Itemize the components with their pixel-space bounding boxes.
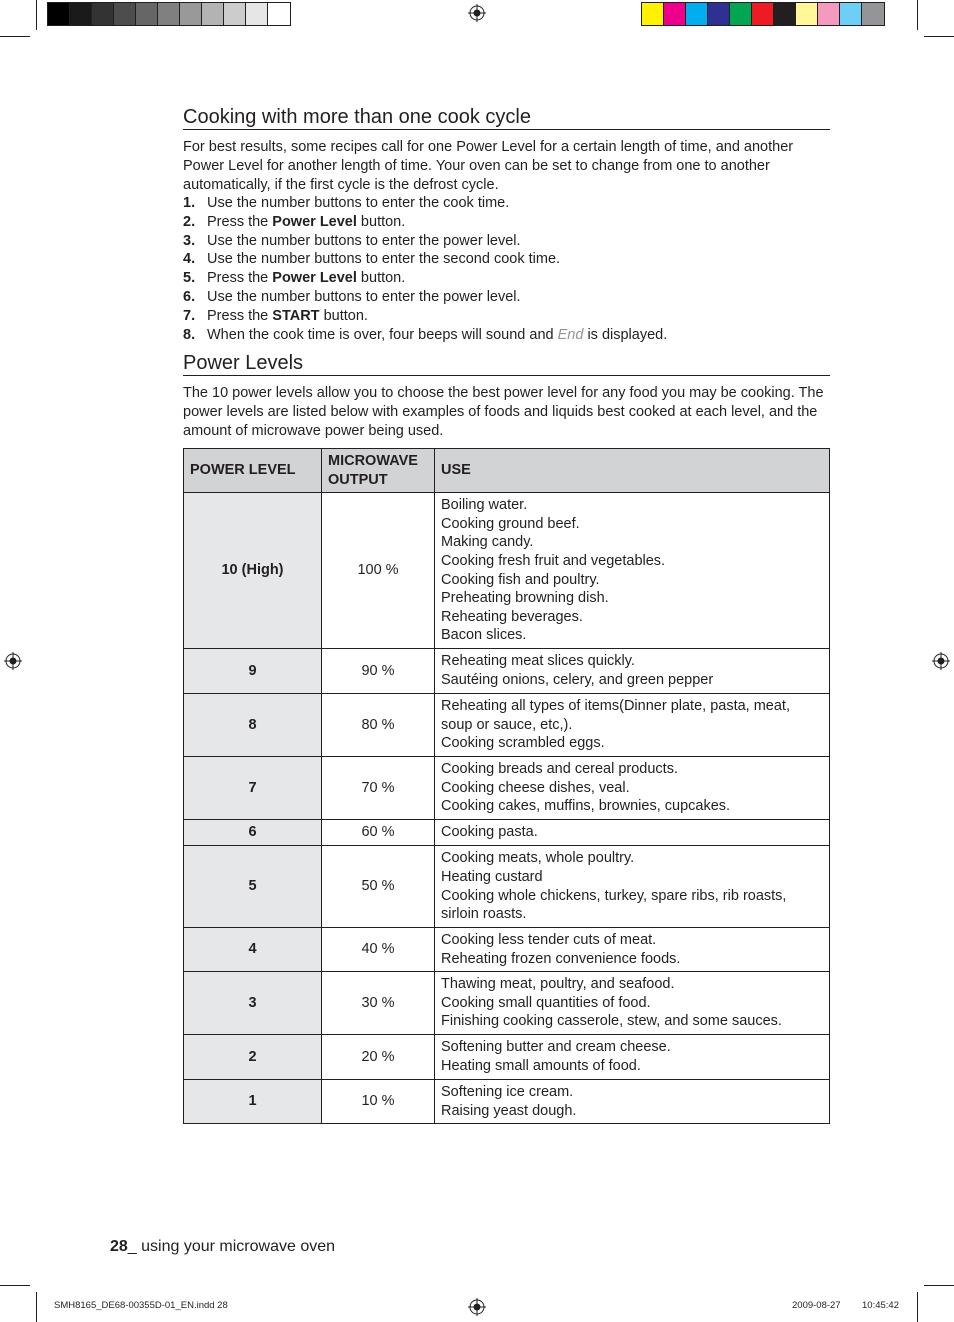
table-header-row xyxy=(184,449,830,493)
table-row xyxy=(184,757,830,820)
cell-microwave-output: 50 % xyxy=(322,846,435,928)
use-line: Heating small amounts of food. xyxy=(441,1058,641,1074)
header-microwave-output: MICROWAVE OUTPUT xyxy=(322,449,435,493)
use-line: Cooking less tender cuts of meat. xyxy=(441,931,657,948)
gray-swatch xyxy=(48,3,70,25)
color-swatch xyxy=(664,3,686,25)
step-item xyxy=(183,288,833,307)
table-row xyxy=(184,846,830,928)
use-line: Cooking pasta. xyxy=(441,824,538,841)
cook-cycle-steps xyxy=(183,194,833,344)
crop-mark xyxy=(917,1292,918,1322)
use-line: Thawing meat, poultry, and seafood. xyxy=(441,976,675,993)
step-text-part: Use the number buttons to enter the power level. xyxy=(207,288,521,305)
gray-swatch xyxy=(202,3,224,25)
use-line: Softening butter and cream cheese. xyxy=(441,1039,671,1056)
crop-mark xyxy=(36,0,37,30)
gray-swatch xyxy=(136,3,158,25)
registration-mark-icon xyxy=(468,1298,486,1316)
step-number: 8. xyxy=(183,326,196,343)
crop-mark xyxy=(917,0,918,30)
step-text-part: button. xyxy=(319,307,368,324)
cell-power-level: 1 xyxy=(184,1080,322,1124)
cell-microwave-output: 40 % xyxy=(322,928,435,972)
cell-microwave-output: 90 % xyxy=(322,649,435,694)
registration-mark-icon xyxy=(468,4,486,22)
section-title-cook-cycle: Cooking with more than one cook cycle xyxy=(183,106,830,130)
color-swatch xyxy=(730,3,752,25)
step-text-part: Press the xyxy=(207,307,273,324)
table-row xyxy=(184,1035,830,1080)
slug-time: 10:45:42 xyxy=(862,1300,899,1311)
step-number: 4. xyxy=(183,251,196,268)
cell-use xyxy=(435,1080,830,1124)
step-item xyxy=(183,194,833,213)
use-line: Boiling water. xyxy=(441,497,528,514)
gray-swatch xyxy=(70,3,92,25)
cell-use xyxy=(435,493,830,649)
step-text-part: When the cook time is over, four beeps will sound and xyxy=(207,326,558,343)
footer-section-label: _ using your microwave oven xyxy=(127,1238,336,1255)
use-line: Heating custard xyxy=(441,868,543,885)
registration-mark-icon xyxy=(932,652,950,670)
color-swatch xyxy=(708,3,730,25)
color-swatch xyxy=(642,3,664,25)
step-text-part: Press the xyxy=(207,213,273,230)
step-button-name: Power Level xyxy=(272,213,357,230)
process-color-bar xyxy=(641,2,885,26)
cell-power-level: 3 xyxy=(184,972,322,1035)
step-number: 3. xyxy=(183,232,196,249)
step-text xyxy=(207,250,560,269)
gray-swatch xyxy=(246,3,268,25)
use-line: Cooking fish and poultry. xyxy=(441,571,600,588)
step-item xyxy=(183,213,833,232)
step-number: 1. xyxy=(183,195,196,211)
crop-mark xyxy=(0,36,30,37)
use-line: Bacon slices. xyxy=(441,627,527,644)
table-row xyxy=(184,694,830,757)
cell-use xyxy=(435,846,830,928)
cell-microwave-output: 80 % xyxy=(322,694,435,757)
registration-mark-icon xyxy=(4,652,22,670)
crop-mark xyxy=(36,1292,37,1322)
step-item xyxy=(183,269,833,288)
use-line: Cooking small quantities of food. xyxy=(441,994,651,1011)
use-line: Reheating all types of items(Dinner plate, pasta, meat, soup or sauce, etc,). xyxy=(441,698,790,733)
color-swatch xyxy=(818,3,840,25)
cell-power-level: 9 xyxy=(184,649,322,694)
step-button-name: Power Level xyxy=(272,270,357,287)
step-text xyxy=(207,213,405,232)
cell-use xyxy=(435,757,830,820)
color-swatch xyxy=(840,3,862,25)
step-number: 2. xyxy=(183,213,196,230)
step-text-part: Use the number buttons to enter the second cook time. xyxy=(207,251,561,268)
cell-use xyxy=(435,820,830,846)
step-number: 6. xyxy=(183,288,196,305)
crop-mark xyxy=(924,1285,954,1286)
gray-swatch xyxy=(158,3,180,25)
use-line: Cooking meats, whole poultry. xyxy=(441,850,635,867)
color-swatch xyxy=(862,3,884,25)
gray-swatch xyxy=(268,3,290,25)
slug-date: 2009-08-27 xyxy=(792,1300,841,1311)
page-footer xyxy=(110,1238,335,1256)
cell-use xyxy=(435,694,830,757)
cell-microwave-output: 10 % xyxy=(322,1080,435,1124)
step-text-part: button. xyxy=(356,213,406,230)
step-item xyxy=(183,326,833,345)
gray-swatch xyxy=(114,3,136,25)
power-levels-table xyxy=(183,448,830,1124)
table-row xyxy=(184,493,830,649)
step-item xyxy=(183,250,833,269)
table-row xyxy=(184,820,830,846)
step-text xyxy=(207,307,368,326)
crop-mark xyxy=(0,1285,30,1286)
step-text-part: button. xyxy=(356,270,406,287)
step-text xyxy=(207,288,521,307)
step-item xyxy=(183,307,833,326)
step-text xyxy=(207,194,509,213)
use-line: Finishing cooking casserole, stew, and some sauces. xyxy=(441,1013,782,1030)
use-line: Cooking breads and cereal products. xyxy=(441,761,678,778)
use-line: Cooking whole chickens, turkey, spare ribs, rib roasts, sirloin roasts. xyxy=(441,887,787,923)
step-text-part: Use the number buttons to enter the cook time. xyxy=(207,195,510,211)
cell-power-level: 8 xyxy=(184,694,322,757)
cell-microwave-output: 70 % xyxy=(322,757,435,820)
table-row xyxy=(184,928,830,972)
use-line: Sautéing onions, celery, and green pepper xyxy=(441,672,714,688)
step-text xyxy=(207,269,405,288)
cell-power-level: 6 xyxy=(184,820,322,846)
color-swatch xyxy=(796,3,818,25)
use-line: Cooking fresh fruit and vegetables. xyxy=(441,552,666,569)
cell-power-level: 7 xyxy=(184,757,322,820)
table-row xyxy=(184,649,830,694)
step-item xyxy=(183,232,833,251)
use-line: Cooking ground beef. xyxy=(441,515,580,532)
use-line: Reheating meat slices quickly. xyxy=(441,653,635,670)
color-swatch xyxy=(774,3,796,25)
use-line: Preheating browning dish. xyxy=(441,590,609,607)
cook-cycle-intro: For best results, some recipes call for one Power Level for a certain length of time, and another Power Level for another length of time. Your oven can be set to change from one to another automatically, if the first cycle is the defrost cycle. xyxy=(183,139,794,193)
use-line: Softening ice cream. xyxy=(441,1083,574,1100)
gray-swatch xyxy=(180,3,202,25)
cell-power-level: 4 xyxy=(184,928,322,972)
use-line: Raising yeast dough. xyxy=(441,1102,577,1119)
section-title-power-levels: Power Levels xyxy=(183,352,830,376)
step-number: 5. xyxy=(183,270,196,287)
table-row xyxy=(184,1080,830,1124)
color-swatch xyxy=(686,3,708,25)
cell-microwave-output: 100 % xyxy=(322,493,435,649)
gray-swatch xyxy=(224,3,246,25)
use-line: Cooking cheese dishes, veal. xyxy=(441,779,630,796)
cell-power-level: 2 xyxy=(184,1035,322,1080)
page-number: 28 xyxy=(110,1238,128,1255)
step-text xyxy=(207,326,667,345)
gray-swatch xyxy=(92,3,114,25)
cell-microwave-output: 60 % xyxy=(322,820,435,846)
cell-use xyxy=(435,928,830,972)
slug-filename: SMH8165_DE68-00355D-01_EN.indd 28 xyxy=(54,1300,228,1311)
cell-power-level: 10 (High) xyxy=(184,493,322,649)
step-text-part: Use the number buttons to enter the power level. xyxy=(207,232,521,249)
step-number: 7. xyxy=(183,307,196,324)
use-line: Reheating beverages. xyxy=(441,608,583,625)
use-line: Cooking scrambled eggs. xyxy=(441,735,605,752)
grayscale-color-bar xyxy=(47,2,291,26)
cell-microwave-output: 20 % xyxy=(322,1035,435,1080)
use-line: Reheating frozen convenience foods. xyxy=(441,950,681,967)
use-line: Making candy. xyxy=(441,534,534,551)
step-text-part: is displayed. xyxy=(583,326,668,343)
cell-use xyxy=(435,972,830,1035)
display-end-word: End xyxy=(557,326,584,343)
header-use: USE xyxy=(435,449,830,493)
crop-mark xyxy=(924,36,954,37)
header-power-level: POWER LEVEL xyxy=(184,449,322,493)
power-levels-intro: The 10 power levels allow you to choose the best power level for any food you may be cooking. The power levels are listed below with examples of foods and liquids best cooked at each level, and the amount of microwave power being used. xyxy=(183,385,824,439)
cell-microwave-output: 30 % xyxy=(322,972,435,1035)
step-button-name: START xyxy=(272,307,320,324)
cell-use xyxy=(435,649,830,694)
step-text xyxy=(207,232,521,251)
use-line: Cooking cakes, muffins, brownies, cupcakes. xyxy=(441,798,731,815)
step-text-part: Press the xyxy=(207,270,273,287)
cell-power-level: 5 xyxy=(184,846,322,928)
color-swatch xyxy=(752,3,774,25)
cell-use xyxy=(435,1035,830,1080)
table-row xyxy=(184,972,830,1035)
